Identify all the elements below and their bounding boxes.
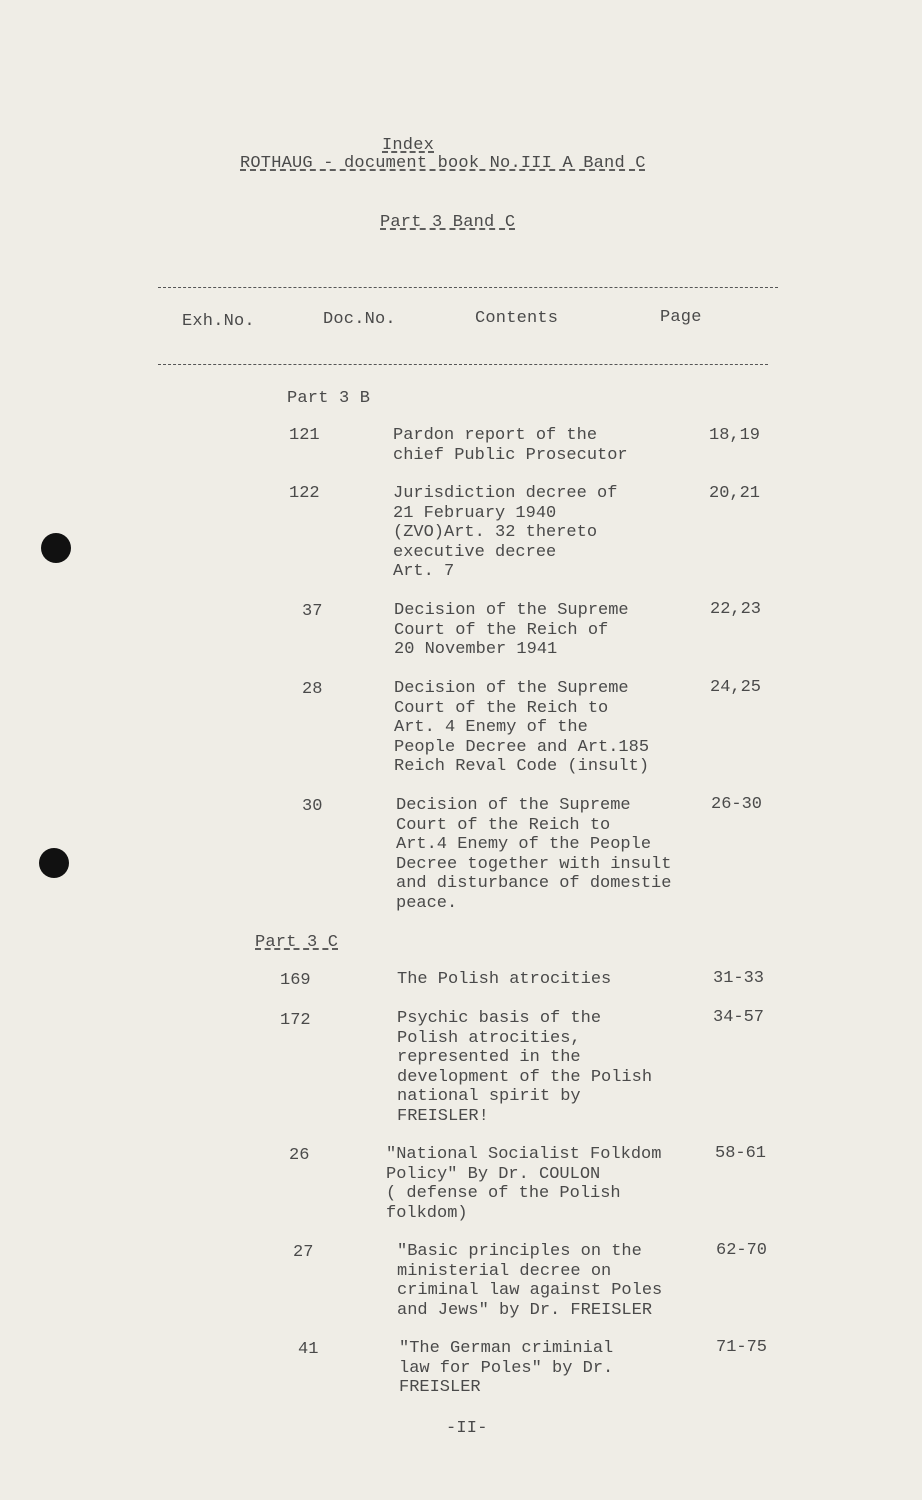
- column-header-page: Page: [660, 308, 702, 327]
- row-page: 26-30: [711, 795, 763, 814]
- row-contents: Psychic basis of the Polish atrocities, represented in the development of the Polish national spirit by FREISLER!: [397, 1009, 653, 1126]
- row-contents: Jurisdiction decree of 21 February 1940 (ZVO)Art. 32 thereto executive decree Art. 7: [393, 484, 618, 581]
- row-page: 31-33: [713, 969, 765, 988]
- row-contents: Decision of the Supreme Court of the Reich to Art.4 Enemy of the People Decree together with insult and disturbance of domestie peace.: [396, 796, 672, 913]
- row-page: 58-61: [715, 1144, 767, 1163]
- punch-hole: [39, 848, 69, 878]
- exhibit-number: 28: [302, 680, 323, 699]
- row-contents: Decision of the Supreme Court of the Reich to Art. 4 Enemy of the People Decree and Art.185 Reich Reval Code (insult): [394, 679, 650, 776]
- book-title: ROTHAUG - document book No.III A Band C: [240, 154, 646, 173]
- row-page: 24,25: [710, 678, 762, 697]
- column-header-exh: Exh.No.: [182, 312, 255, 331]
- row-contents: "National Socialist Folkdom Policy" By Dr. COULON ( defense of the Polish folkdom): [386, 1145, 662, 1223]
- row-contents: The Polish atrocities: [397, 970, 612, 989]
- exhibit-number: 172: [280, 1011, 311, 1030]
- column-header-contents: Contents: [475, 309, 559, 328]
- exhibit-number: 37: [302, 602, 323, 621]
- row-page: 62-70: [716, 1241, 768, 1260]
- header-rule-bottom: [158, 364, 768, 365]
- exhibit-number: 26: [289, 1146, 310, 1165]
- row-page: 71-75: [716, 1338, 768, 1357]
- page-number: -II-: [446, 1419, 488, 1438]
- punch-hole: [41, 533, 71, 563]
- row-page: 20,21: [709, 484, 761, 503]
- exhibit-number: 169: [280, 971, 311, 990]
- row-page: 34-57: [713, 1008, 765, 1027]
- section-title: Part 3 B: [287, 389, 371, 408]
- row-contents: "The German criminial law for Poles" by Dr. FREISLER: [399, 1339, 614, 1397]
- exhibit-number: 30: [302, 797, 323, 816]
- index-label: Index: [382, 136, 435, 155]
- row-contents: Decision of the Supreme Court of the Reich of 20 November 1941: [394, 601, 629, 659]
- part-title: Part 3 Band C: [380, 213, 516, 232]
- header-rule-top: [158, 287, 778, 288]
- row-contents: Pardon report of the chief Public Prosecutor: [393, 426, 628, 465]
- row-page: 22,23: [710, 600, 762, 619]
- column-header-doc: Doc.No.: [323, 310, 396, 329]
- exhibit-number: 121: [289, 426, 320, 445]
- row-page: 18,19: [709, 426, 761, 445]
- row-contents: "Basic principles on the ministerial decree on criminal law against Poles and Jews" by Dr. FREISLER: [397, 1242, 663, 1320]
- exhibit-number: 27: [293, 1243, 314, 1262]
- section-title: Part 3 C: [255, 933, 339, 952]
- exhibit-number: 122: [289, 484, 320, 503]
- exhibit-number: 41: [298, 1340, 319, 1359]
